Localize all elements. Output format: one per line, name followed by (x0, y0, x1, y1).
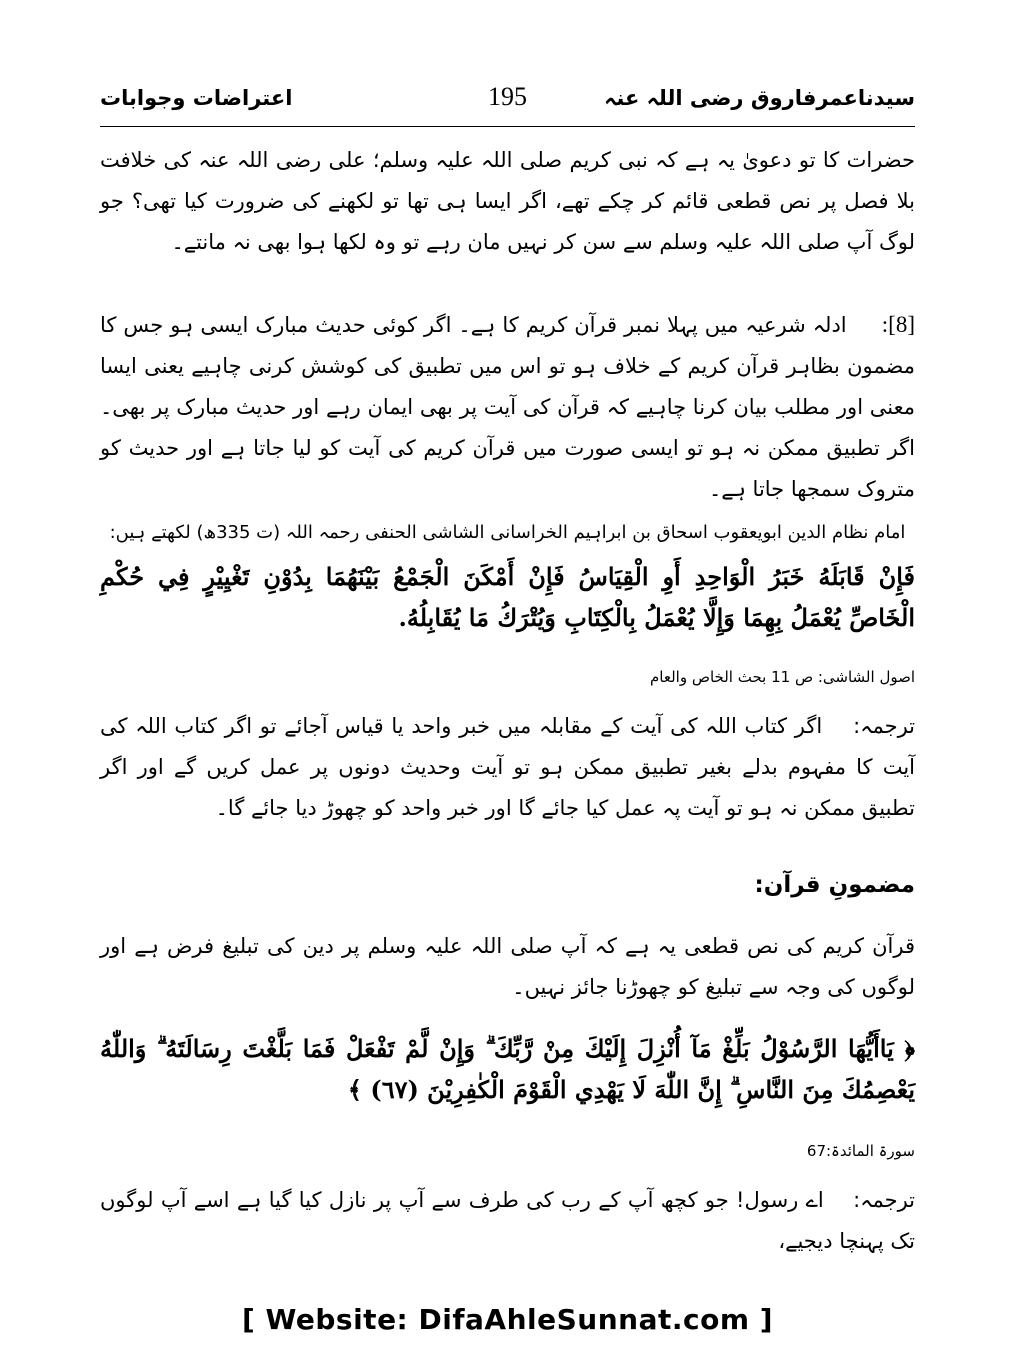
citation-intro-text: امام نظام الدین ابویعقوب اسحاق بن ابراہیم الخراسانی الشاشی الحنفی رحمہ اللہ (ت 335ھ) لکھتے ہیں: (109, 522, 906, 543)
quran-verse (100, 1028, 915, 1110)
section-heading (100, 872, 915, 898)
paragraph-1 (100, 140, 915, 263)
paragraph-1-text: حضرات کا تو دعویٰ یہ ہے کہ نبی کریم صلی اللہ علیہ وسلم؛ علی رضی اللہ عنہ کی خلافت بلا فصل پر نص قطعی قائم کر چکے تھے، اگر ایسا ہی تھا تو لکھنے کی ضرورت کیا تھی؟ جو لوگ آپ صلی اللہ علیہ وسلم سے سن کر نہیں مان رہے تو وہ لکھا ہوا بھی نہ مانتے۔ (100, 148, 915, 254)
translation-1-text: اگر کتاب اللہ کی آیت کے مقابلہ میں خبر واحد یا قیاس آجائے تو اگر کتاب اللہ کی آیت کا مفہوم بدلے بغیر تطبیق ممکن ہو تو آیت وحدیث دونوں پر عمل کریں گے اور اگر تطبیق ممکن نہ ہو تو آیت پہ عمل کیا جائے گا اور خبر واحد کو چھوڑ دیا جائے گا۔ (100, 714, 915, 820)
reference-1-text: اصول الشاشی: ص 11 بحث الخاص والعام (650, 668, 915, 686)
quran-verse-text: ﴿ يَاأَيُّهَا الرَّسُوْلُ بَلِّغْ مَآ أُنْزِلَ إِلَيْكَ مِنْ رَّبِّكَ ۗ وَإِنْ لَّمْ تَفْعَلْ فَمَا بَلَّغْتَ رِسَالَتَهُ ۗ وَاللّٰهُ يَعْصِمُكَ مِنَ النَّاسِ ۗ إِنَّ اللّٰهَ لَا يَهْدِي الْقَوْمَ الْكٰفِرِيْنَ (٦٧) ﴾ (100, 1034, 915, 1104)
paragraph-8 (100, 304, 915, 510)
chapter-title: اعتراضات وجوابات (100, 86, 293, 110)
reference-2-text: سورۃ المائدۃ:67 (806, 1142, 915, 1160)
page-header (100, 82, 915, 122)
reference-2 (100, 1142, 915, 1160)
paragraph-3 (100, 926, 915, 1008)
translation-1 (100, 706, 915, 829)
arabic-quote (100, 556, 915, 638)
page-number: 195 (488, 82, 527, 111)
paragraph-number: [8]: (881, 312, 915, 337)
translation-label: ترجمہ: (853, 714, 915, 738)
translation-2 (100, 1180, 915, 1262)
paragraph-3-text: قرآن کریم کی نص قطعی یہ ہے کہ آپ صلی اللہ علیہ وسلم پر دین کی تبلیغ فرض ہے اور لوگوں کی وجہ سے تبلیغ کو چھوڑنا جائز نہیں۔ (100, 934, 915, 999)
reference-1 (100, 668, 915, 686)
book-title: سیدناعمرفاروق رضی اللہ عنہ (604, 86, 915, 110)
section-heading-text: مضمونِ قرآن: (754, 872, 915, 898)
paragraph-8-text: ادلہ شرعیہ میں پہلا نمبر قرآن کریم کا ہے۔ اگر کوئی حدیث مبارک ایسی ہو جس کا مضمون بظاہر قرآن کریم کے خلاف ہو تو اس میں تطبیق کی کوشش کرنی چاہیے یعنی ایسا معنی اور مطلب بیان کرنا چاہیے کہ قرآن کی آیت پر بھی ایمان رہے اور حدیث مبارک پر بھی۔ اگر تطبیق ممکن نہ ہو تو ایسی صورت میں قرآن کریم کی آیت کو لیا جاتا ہے اور حدیث کو متروک سمجھا جاتا ہے۔ (100, 313, 915, 501)
website-footer: [ Website: DifaAhleSunnat.com ] (241, 1303, 774, 1336)
translation-label: ترجمہ: (853, 1188, 915, 1212)
citation-intro (100, 518, 915, 548)
translation-2-text: اے رسول! جو کچھ آپ کے رب کی طرف سے آپ پر نازل کیا گیا ہے اسے آپ لوگوں تک پہنچا دیجیے، (100, 1188, 915, 1253)
arabic-quote-text: فَإِنْ قَابَلَهُ خَبَرُ الْوَاحِدِ أَوِ الْقِيَاسُ فَإِنْ أَمْكَنَ الْجَمْعُ بَيْنَهُمَا بِدُوْنِ تَغْيِيْرٍ فِي حُكْمِ الْخَاصِّ يُعْمَلُ بِهِمَا وَإِلَّا يُعْمَلُ بِالْكِتَابِ وَيُتْرَكُ مَا يُقَابِلُهُ. (100, 562, 915, 632)
header-divider (100, 126, 915, 127)
